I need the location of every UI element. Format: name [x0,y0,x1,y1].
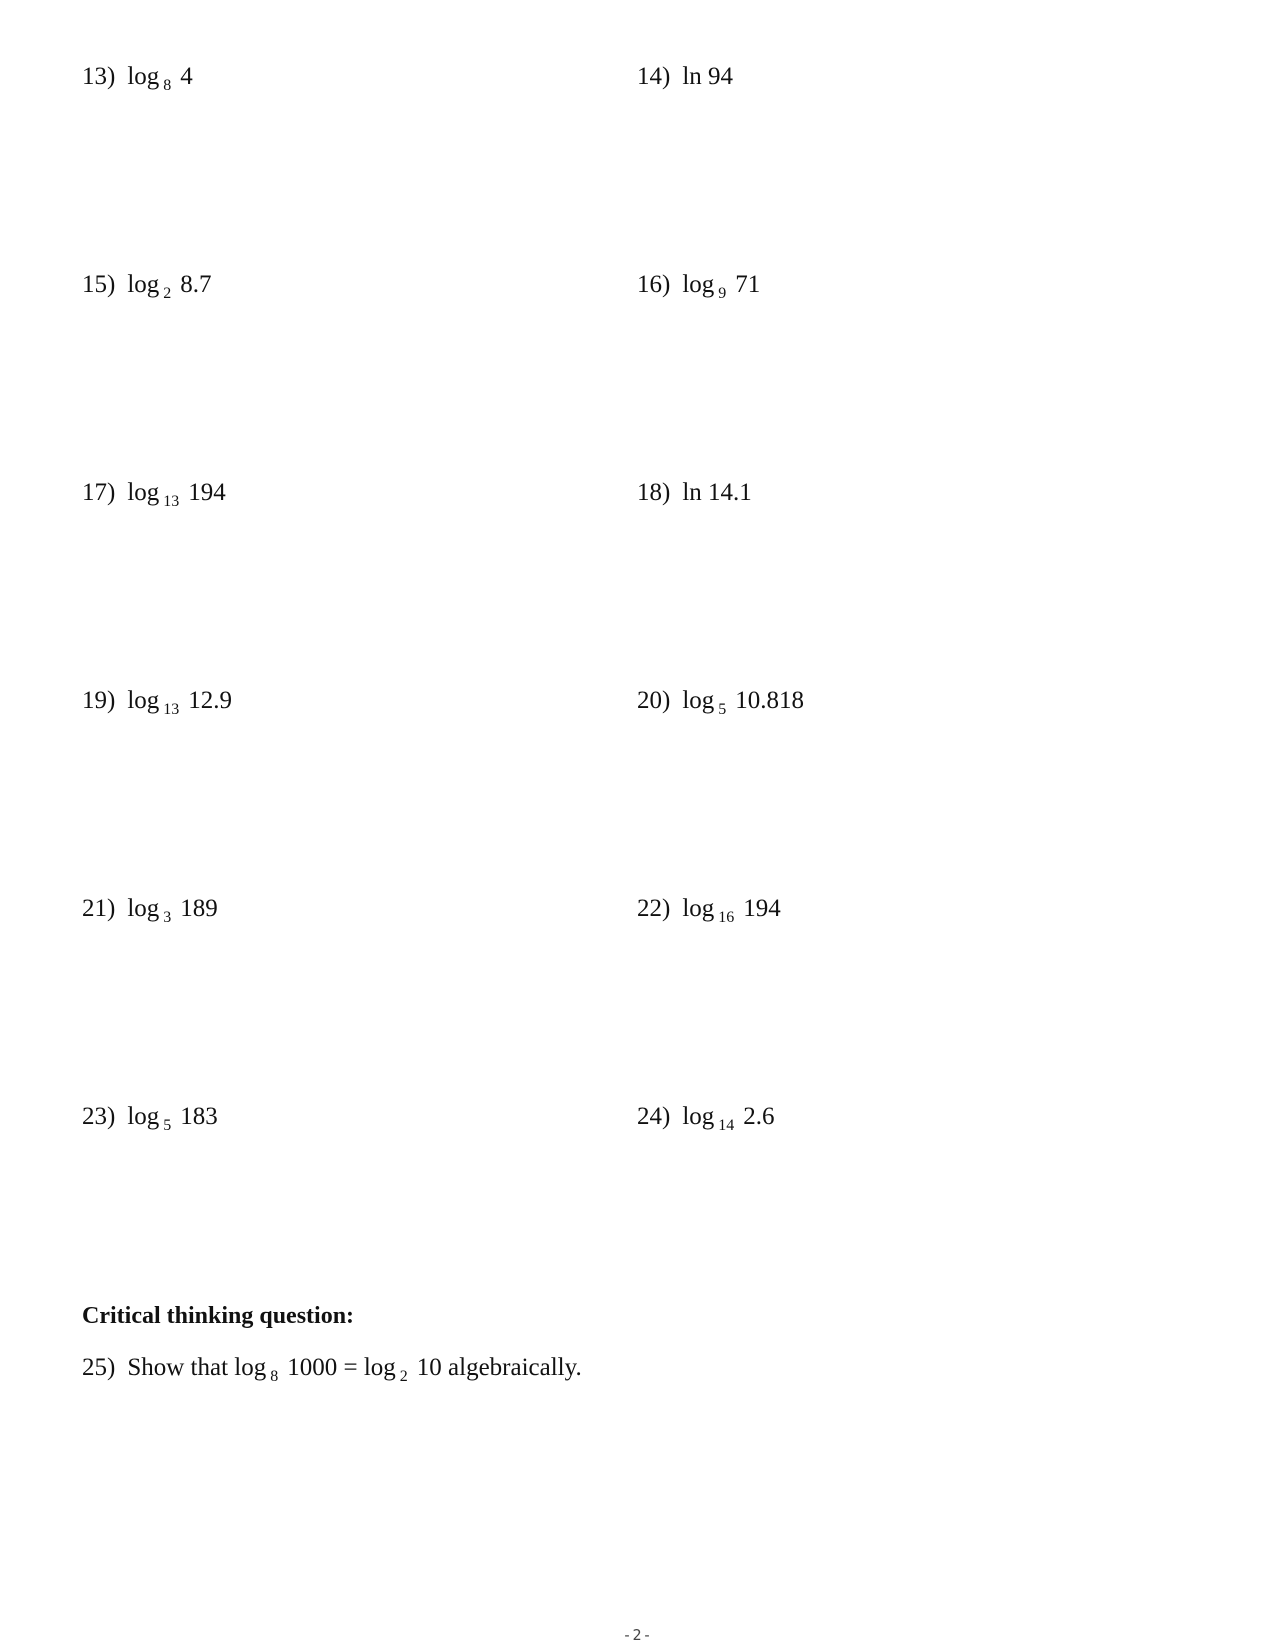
log-argument: 183 [180,1103,218,1130]
problem-24 [637,1102,775,1135]
problem-number: 13) [82,63,116,90]
function-name: log [127,1103,160,1130]
log-argument: 189 [180,895,218,922]
log-argument: 14.1 [708,479,752,506]
problem-25 [82,1353,582,1386]
log-argument: 71 [735,271,761,298]
function-name: log [682,1103,715,1130]
log-base: 9 [718,285,727,302]
function-name: log [682,687,715,714]
log-base: 2 [399,1368,408,1385]
problem-number: 22) [637,895,671,922]
problem-14 [637,62,733,92]
problem-22 [637,894,781,927]
problem-13 [82,62,193,95]
problem-number: 21) [82,895,116,922]
log-argument: 8.7 [180,271,212,298]
function-name: log [127,271,160,298]
log-base: 8 [163,77,172,94]
function-name: ln [682,479,702,506]
page-number: -2- [622,1626,653,1644]
function-name: log [127,687,160,714]
function-name: log [682,271,715,298]
log-base: 13 [163,493,180,510]
problem-23 [82,1102,218,1135]
log-base: 13 [163,701,180,718]
function-name: log [127,63,160,90]
log-argument: 2.6 [743,1103,775,1130]
problem-18 [637,478,752,508]
problem-number: 18) [637,479,671,506]
log-base: 14 [718,1117,735,1134]
critical-suffix: 10 algebraically. [416,1354,582,1381]
function-name: log [127,895,160,922]
function-name: log [682,895,715,922]
log-argument: 10.818 [735,687,805,714]
log-base: 8 [270,1368,279,1385]
problem-19 [82,686,232,719]
log-argument: 12.9 [188,687,233,714]
log-argument: 194 [188,479,226,506]
problem-21 [82,894,218,927]
function-name: log [127,479,160,506]
log-base: 3 [163,909,172,926]
problem-15 [82,270,212,303]
critical-middle: 1000 = log [287,1354,396,1381]
problem-number: 20) [637,687,671,714]
log-base: 5 [718,701,727,718]
problem-number: 24) [637,1103,671,1130]
problem-number: 25) [82,1354,116,1381]
log-argument: 4 [180,63,193,90]
critical-prefix: Show that log [127,1354,267,1381]
problem-20 [637,686,804,719]
problem-number: 17) [82,479,116,506]
problem-16 [637,270,760,303]
problem-number: 15) [82,271,116,298]
log-argument: 194 [743,895,781,922]
log-base: 16 [718,909,735,926]
problem-number: 14) [637,63,671,90]
problem-17 [82,478,226,511]
problem-number: 23) [82,1103,116,1130]
problem-number: 16) [637,271,671,298]
function-name: ln [682,63,702,90]
log-base: 5 [163,1117,172,1134]
log-base: 2 [163,285,172,302]
critical-thinking-heading: Critical thinking question: [82,1303,355,1329]
log-argument: 94 [708,63,734,90]
problem-number: 19) [82,687,116,714]
